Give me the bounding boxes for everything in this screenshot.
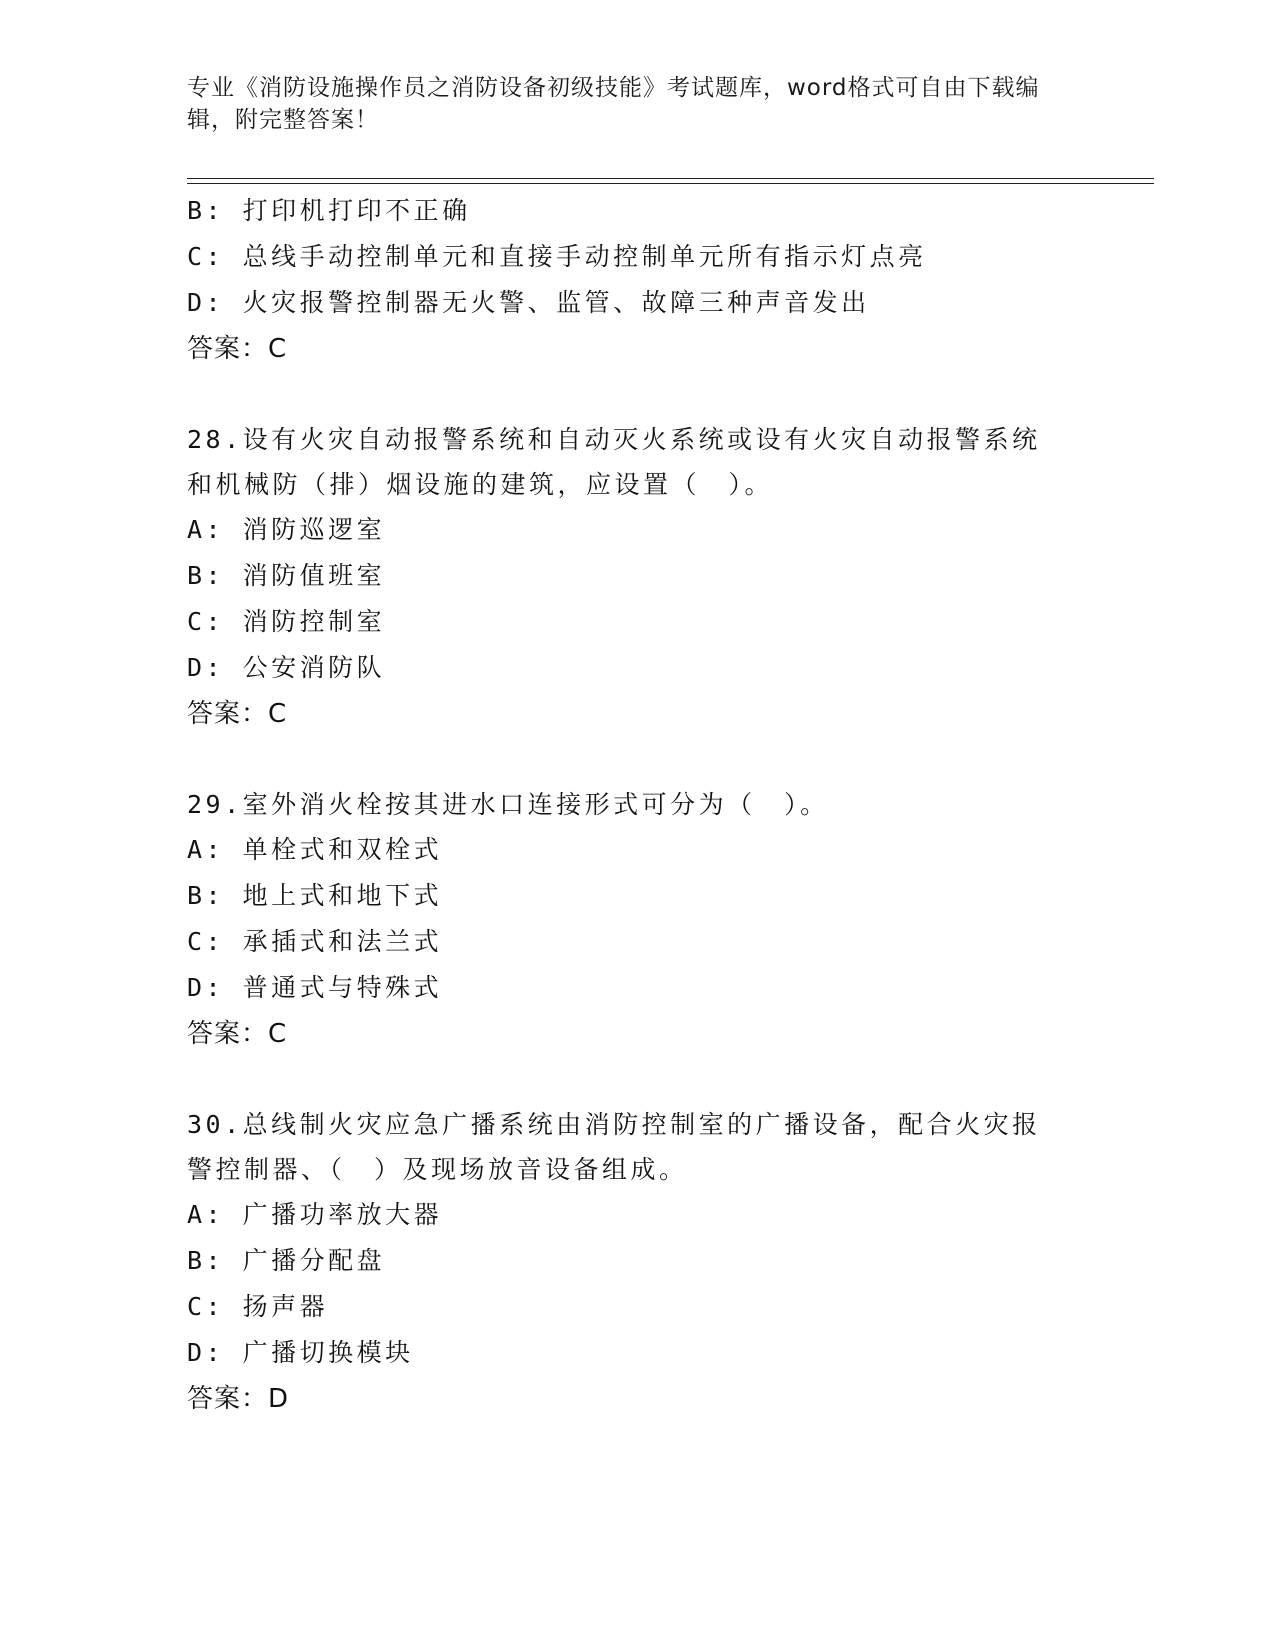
option-c: C: 总线手动控制单元和直接手动控制单元所有指示灯点亮 [187,242,927,271]
option-c: C: 扬声器 [187,1292,329,1321]
option-d: D: 火灾报警控制器无火警、监管、故障三种声音发出 [187,288,870,317]
option-a: A: 单栓式和双栓式 [187,835,443,864]
question-stem: 29.室外消火栓按其进水口连接形式可分为（ ）。 [187,790,829,819]
question-stem: 30.总线制火灾应急广播系统由消防控制室的广播设备，配合火灾报警控制器、（ ）及现场放音设备组成。 [187,1110,1041,1184]
answer-line: 答案：C [187,699,288,729]
question-30 [187,1102,1087,1422]
option-c: C: 消防控制室 [187,607,386,636]
question-29 [187,782,1087,1057]
answer-line: 答案：C [187,1019,288,1049]
document-header: 专业《消防设施操作员之消防设备初级技能》考试题库，word格式可自由下载编辑，附完整答案！ [187,75,1040,133]
question-stem: 28.设有火灾自动报警系统和自动灭火系统或设有火灾自动报警系统和机械防（排）烟设施的建筑，应设置（ ）。 [187,425,1041,499]
option-d: D: 公安消防队 [187,653,386,682]
header-rule-top [187,178,1154,179]
option-c: C: 承插式和法兰式 [187,927,443,956]
option-b: B: 广播分配盘 [187,1246,386,1275]
question-content [187,188,1087,1422]
option-d: D: 普通式与特殊式 [187,973,443,1002]
option-a: A: 消防巡逻室 [187,515,386,544]
question-28 [187,417,1087,737]
option-b: B: 消防值班室 [187,561,386,590]
option-b: B: 打印机打印不正确 [187,196,471,225]
option-b: B: 地上式和地下式 [187,881,443,910]
question-27-continued [187,188,1087,372]
answer-line: 答案：C [187,334,288,364]
answer-line: 答案：D [187,1384,290,1414]
option-a: A: 广播功率放大器 [187,1200,443,1229]
option-d: D: 广播切换模块 [187,1338,414,1367]
header-rule-bottom [187,183,1154,184]
